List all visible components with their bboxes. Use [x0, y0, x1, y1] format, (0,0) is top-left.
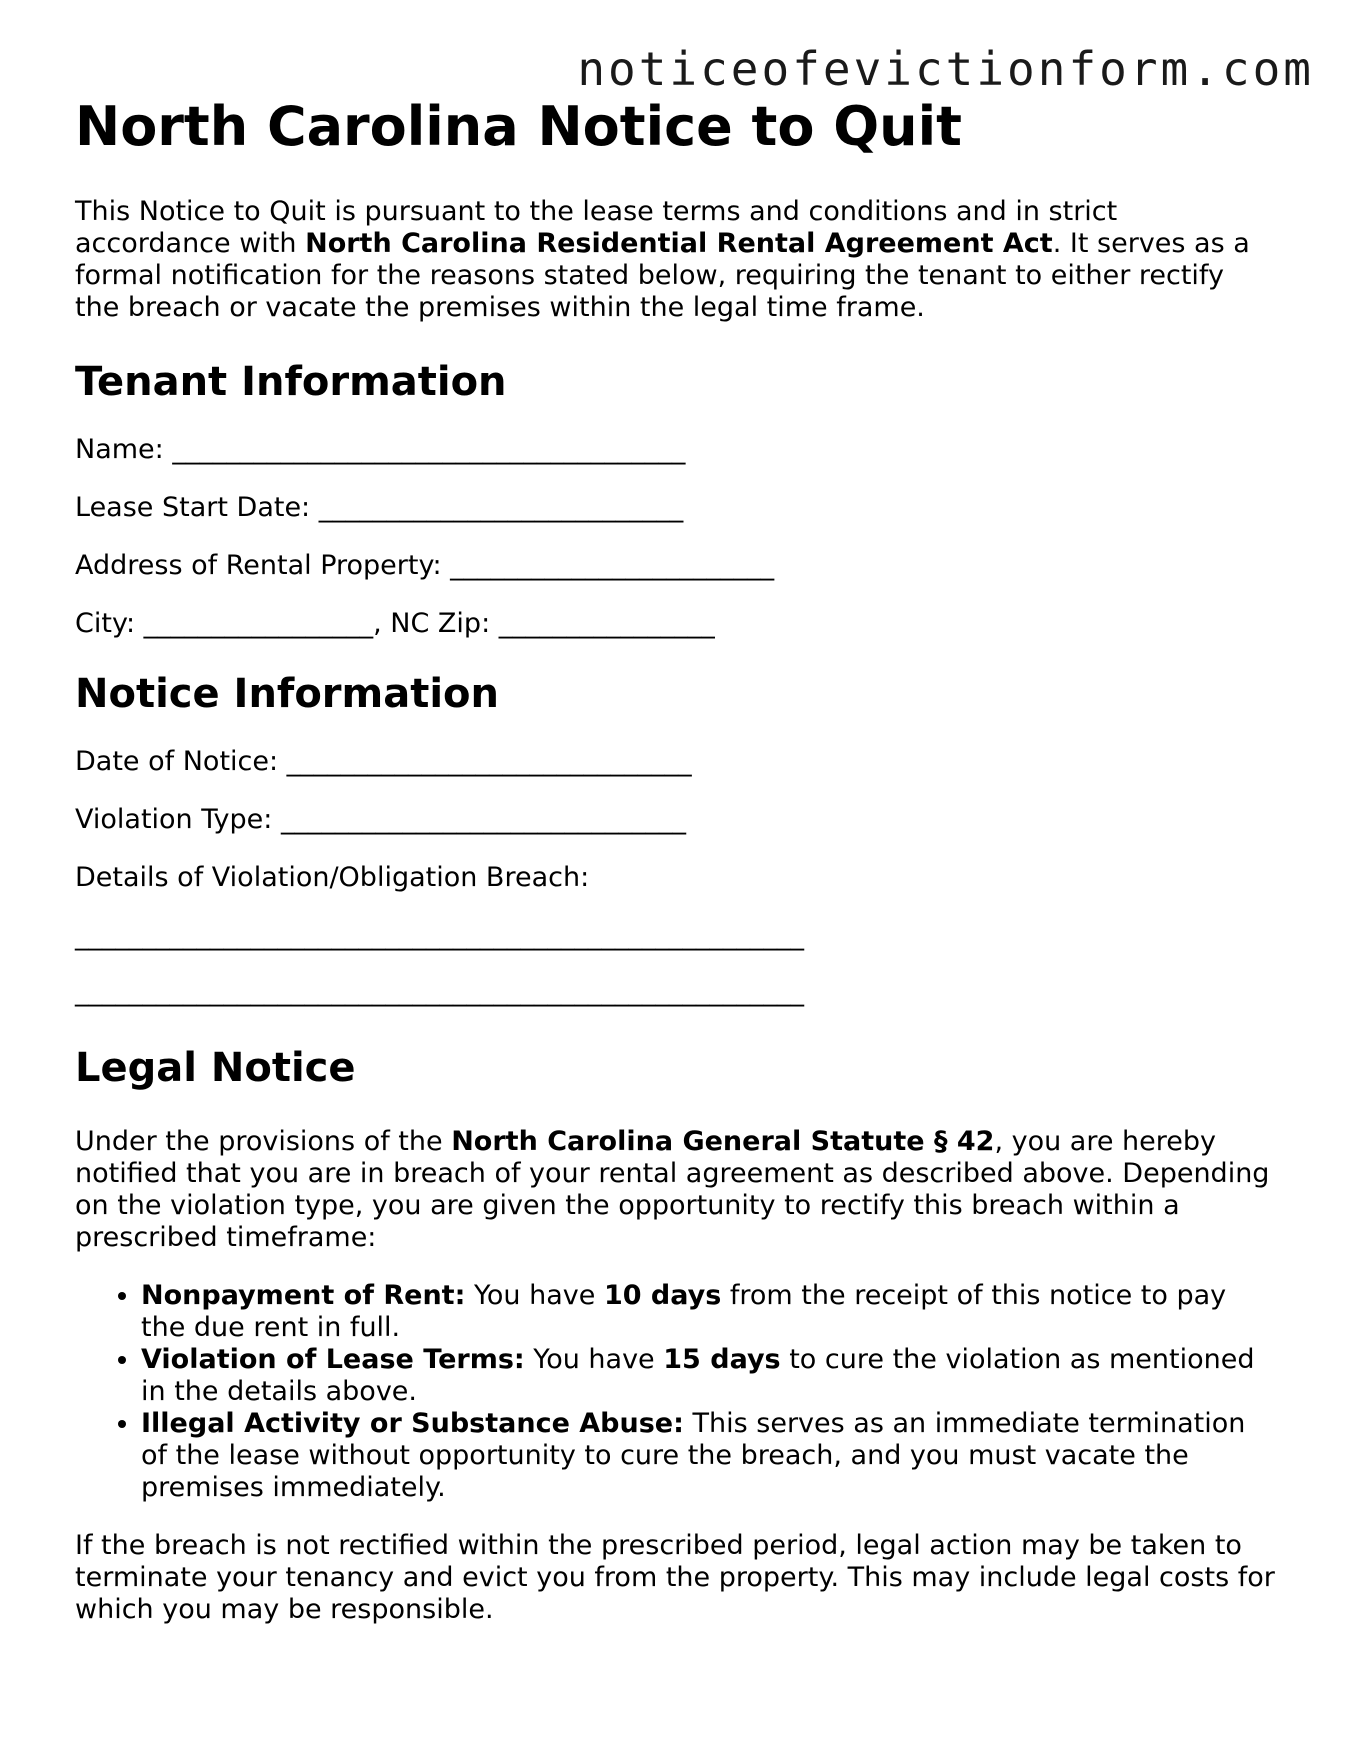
- list-item-illegal-activity: [141, 1408, 1275, 1504]
- list-item-text: from the receipt of this notice to pay the due rent in full.: [141, 1280, 1227, 1343]
- closing-paragraph: If the breach is not rectified within the prescribed period, legal action may be taken to terminate your tenancy and evict you from the property. This may include legal costs for which you may be responsible.: [75, 1530, 1275, 1625]
- details-blank-line: ______________________________________________________: [75, 920, 804, 951]
- document-page: [75, 94, 1275, 1626]
- legal-intro-paragraph: [75, 1126, 1275, 1254]
- list-item-days: 15 days: [663, 1344, 781, 1375]
- city-zip-field: City: _________________, NC Zip: ________________: [75, 608, 715, 639]
- intro-text-1: This Notice to Quit is pursuant to the lease terms and conditions and in strict accordance with: [75, 196, 1118, 259]
- list-item-text: You have: [524, 1344, 664, 1375]
- details-blank-line: ______________________________________________________: [75, 976, 804, 1007]
- list-item-text: This serves as an immediate termination of the lease without opportunity to cure the breach, and you must vacate the premises immediately.: [141, 1408, 1246, 1503]
- legal-intro-text-1: Under the provisions of the: [75, 1126, 452, 1157]
- list-item-label: Illegal Activity or Substance Abuse:: [141, 1408, 684, 1439]
- page-title: North Carolina Notice to Quit: [75, 95, 962, 158]
- tenant-name-field: Name: ______________________________________: [75, 434, 686, 465]
- legal-notice-heading: Legal Notice: [75, 1045, 356, 1091]
- list-item-nonpayment: [141, 1280, 1275, 1344]
- intro-paragraph: [75, 196, 1275, 324]
- statute-reference: North Carolina General Statute § 42: [451, 1126, 995, 1157]
- violation-details-label: Details of Violation/Obligation Breach:: [75, 862, 590, 893]
- list-item-text: You have: [465, 1280, 604, 1311]
- intro-text-2: . It serves as a formal notification for the reasons stated below, requiring the tenant to either rectify the breach or vacate the premises within the legal time frame.: [75, 228, 1250, 323]
- list-item-lease-violation: [141, 1344, 1275, 1408]
- list-item-label: Violation of Lease Terms:: [141, 1344, 525, 1375]
- list-item-days: 10 days: [603, 1280, 722, 1311]
- tenant-information-heading: Tenant Information: [75, 359, 507, 405]
- intro-act-name: North Carolina Residential Rental Agreement Act: [305, 228, 1053, 259]
- date-of-notice-field: Date of Notice: ______________________________: [75, 746, 692, 777]
- violation-list: [75, 1280, 1275, 1504]
- lease-start-date-field: Lease Start Date: ___________________________: [75, 492, 684, 523]
- legal-intro-text-2: , you are hereby notified that you are in breach of your rental agreement as described above. Depending on the violation type, you are given the opportunity to rectify this breach within a prescribed timeframe:: [75, 1126, 1270, 1253]
- watermark: noticeofevictionform.com: [577, 42, 1314, 96]
- rental-address-field: Address of Rental Property: ________________________: [75, 550, 775, 581]
- list-item-label: Nonpayment of Rent:: [141, 1280, 466, 1311]
- notice-information-heading: Notice Information: [75, 671, 499, 717]
- violation-type-field: Violation Type: ______________________________: [75, 804, 686, 835]
- list-item-text: to cure the violation as mentioned in the details above.: [141, 1344, 1255, 1407]
